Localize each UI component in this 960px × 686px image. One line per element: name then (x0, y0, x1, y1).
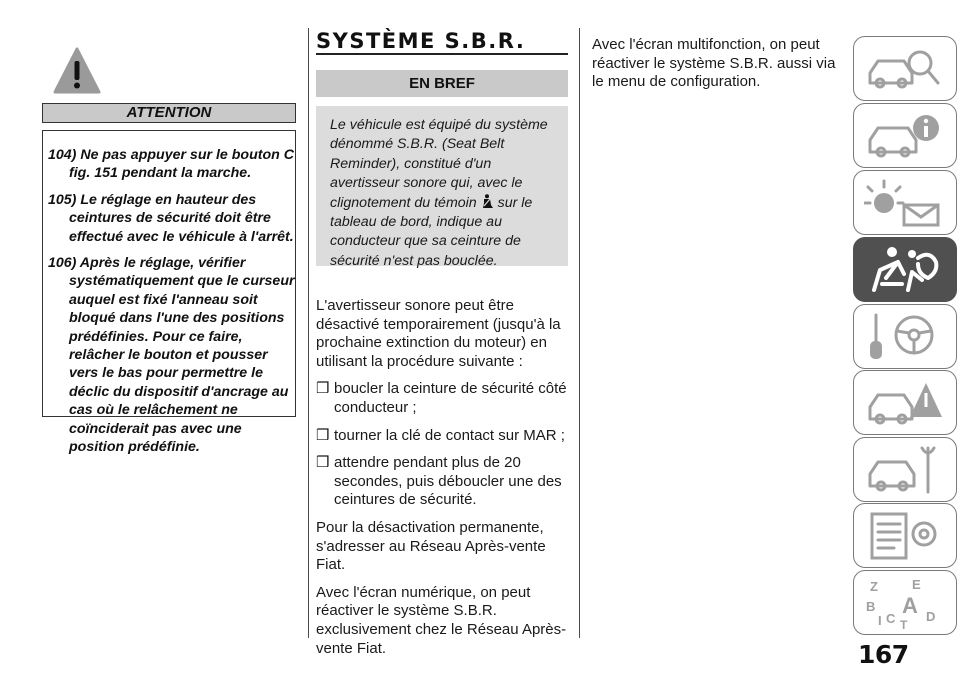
car-info-icon (864, 110, 948, 162)
multifunction-paragraph: Avec l'écran multifonction, on peut réactiver le système S.B.R. aussi via le menu de configuration. (592, 36, 836, 91)
index-letter: E (912, 577, 921, 592)
permanent-deactivation-text: Pour la désactivation permanente, s'adresser au Réseau Après-vente Fiat. (316, 518, 546, 574)
step-text: boucler la ceinture de sécurité côté conducteur ; (334, 380, 567, 416)
warning-title: ATTENTION (42, 103, 296, 123)
tab-key-steering[interactable] (853, 304, 957, 369)
warning-item: 105) Le réglage en hauteur des ceintures de sécurité doit être effectué avec le véhicule à l'arrêt. (48, 191, 294, 245)
index-letter: D (926, 609, 936, 624)
section-title: SYSTÈME S.B.R. (316, 29, 526, 53)
checkbox-bullet: ❒ (316, 454, 330, 472)
warning-item: 104) Ne pas appuyer sur le bouton C fig. 151 pendant la marche. (48, 147, 294, 182)
checkbox-bullet: ❒ (316, 426, 330, 444)
summary-text (330, 116, 562, 271)
technical-data-icon (864, 510, 948, 562)
step-text: attendre pendant plus de 20 secondes, puis déboucler une des ceintures de sécurité. (334, 454, 562, 509)
alphabetical-index-icon (864, 577, 948, 629)
key-steering-icon (864, 311, 948, 363)
seatbelt-warning-icon (481, 194, 494, 209)
procedure-step (316, 380, 572, 417)
tab-alphabetical-index[interactable] (853, 570, 957, 635)
digital-display-text: Avec l'écran numérique, on peut réactiver le système S.B.R. exclusivement chez le Réseau Après-vente Fiat. (316, 583, 567, 657)
tab-warning-lights[interactable] (853, 170, 957, 235)
index-letter: A (902, 593, 918, 618)
warning-list (48, 146, 296, 465)
index-letter: C (886, 611, 896, 626)
index-letter: B (866, 599, 876, 614)
page-number: 167 (858, 640, 909, 669)
title-underline (316, 53, 568, 55)
summary-text-part: sur le tableau de bord, indique au conducteur que sa ceinture de sécurité n'est pas bouclée. (330, 194, 533, 269)
warning-triangle-icon (52, 46, 102, 96)
procedure-intro: L'avertisseur sonore peut être désactivé temporairement (jusqu'à la prochaine extinction du moteur) en utilisant la procédure suivante : (316, 297, 561, 370)
step-text: tourner la clé de contact sur MAR ; (334, 426, 565, 444)
summary-heading: EN BREF (316, 70, 568, 97)
car-maintenance-icon (864, 444, 948, 496)
warning-lights-icon (864, 177, 948, 229)
tab-technical-data[interactable] (853, 503, 957, 568)
multifunction-text (592, 36, 840, 92)
tab-car-breakdown[interactable] (853, 370, 957, 435)
procedure-step (316, 454, 572, 510)
index-letter: Z (870, 579, 878, 594)
index-letter: I (878, 613, 882, 628)
procedure-text (316, 297, 572, 667)
warning-item: 106) Après le réglage, vérifier systématiquement que le curseur auquel est fixé l'anneau soit bloqué dans l'une des positions prédéfinies. Pour ce faire, relâcher le bouton et pousser vers le bas pour permettre le déclic du dispositif d'ancrage au cas où le relâchement ne coïnciderait pas avec une position prédéfinie. (48, 255, 295, 456)
column-divider (579, 28, 580, 638)
seatbelt-airbag-icon (864, 244, 948, 296)
checkbox-bullet: ❒ (316, 380, 330, 398)
tab-car-search[interactable] (853, 36, 957, 101)
car-search-icon (864, 43, 948, 95)
tab-car-maintenance[interactable] (853, 437, 957, 502)
index-letter: T (900, 618, 908, 629)
column-divider (308, 28, 309, 638)
summary-text-part: Le véhicule est équipé du système dénommé S.B.R. (Seat Belt Reminder), constitué d'un avertisseur sonore qui, avec le clignotement du témoin (330, 117, 548, 211)
car-breakdown-icon (864, 377, 948, 429)
tab-seatbelt-airbag[interactable] (853, 237, 957, 302)
tab-car-info[interactable] (853, 103, 957, 168)
procedure-step (316, 427, 572, 446)
